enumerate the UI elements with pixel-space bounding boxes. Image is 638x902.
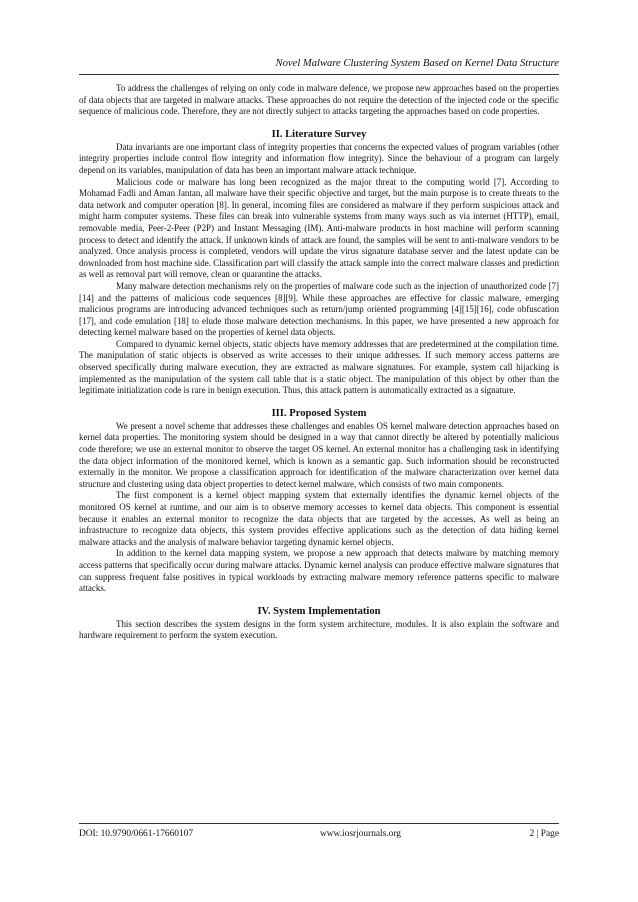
paragraph: Compared to dynamic kernel objects, static objects have memory addresses that are predetermined at the compilation time. The manipulation of static objects is observed as write accesses to their unique addresses. If such memory access patterns are observed specifically during malware execution, they are extracted as malware signatures. For example, system call hijacking is implemented as the manipulation of the system call table that is a static object. The manipulation of this object by other than the legitimate initialization code is rare in benign execution. Thus, this attack pattern is automatically extracted as a signature. [79,338,559,396]
paragraph: This section describes the system designs in the form system architecture, modules. It is also explain the software and hardware requirement to perform the system execution. [79,618,559,641]
footer-rule [79,823,559,824]
header-rule [79,74,559,75]
section-heading-proposed-system: III. Proposed System [271,407,367,419]
paragraph: Data invariants are one important class of integrity properties that concerns the expected values of program variables (other integrity properties include control flow integrity and information flow integrity). Since the behaviour of a program can largely depend on its variables, manipulation of data has been an important malware attack technique. [79,141,559,175]
section-heading-literature-survey: II. Literature Survey [271,128,367,140]
intro-paragraph: To address the challenges of relying on only code in malware defence, we propose new approaches based on the properties of data objects that are targeted in malware attacks. These approaches do not require the detection of the injected code or the specific sequence of malicious code. Therefore, they are not directly subject to attacks targeting the approaches based on code properties. [79,83,559,117]
paragraph: Malicious code or malware has long been recognized as the major threat to the computing world [7]. According to Mohamad Fadli and Aman Jantan, all malware have their specific objective and target, but the main purpose is to create threats to the data network and computer operation [8]. In general, incoming files are considered as malware if they perform suspicious attack and might harm computer systems. These files can break into vulnerable systems from many ways such as via internet (HTTP), email, removable media, Peer-2-Peer (P2P) and Instant Messaging (IM). Anti-malware products in host machine will perform scanning process to detect and identify the attack. If unknown kinds of attack are found, the samples will be sent to anti-malware vendors to be analyzed. Once analysis process is completed, vendors will update the virus signature database server and the latest update can be downloaded from host machine side. Classification part will classify the attack sample into the correct malware classes and prediction as well as removal part will remove, clean or quarantine the attacks. [79,176,559,280]
section-heading-system-implementation: IV. System Implementation [257,605,381,617]
body-text [79,83,559,642]
paragraph: In addition to the kernel data mapping system, we propose a new approach that detects malware by matching memory access patterns that specifically occur during malware attacks. Dynamic kernel analysis can produce effective malware signatures that can suppress frequent false positives in typical workloads by extracting malware memory reference patterns specific to malware attacks. [79,548,559,594]
paragraph: We present a novel scheme that addresses these challenges and enables OS kernel malware detection approaches based on kernel data properties. The monitoring system should be designed in a way that cannot directly be altered by potentially malicious code therefore; we use an external monitor to observe the target OS kernel. An external monitor has a challenging task in identifying the data object information of the monitored kernel, which is known as a semantic gap. Such information should be reconstructed externally in the monitor. We propose a classification approach for identification of the malware characterization over kernel data structure and clustering using data object properties to detect kernel malware, which consists of two main components. [79,420,559,489]
paragraph: Many malware detection mechanisms rely on the properties of malware code such as the injection of unauthorized code [7][14] and the patterns of malicious code sequences [8][9]. While these approaches are effective for classic malware, emerging malicious programs are introducing advanced techniques such as return/jump oriented programming [4][15][16], code obfuscation [17], and code emulation [18] to elude those malware detection mechanisms. In this paper, we have presented a new approach for detecting kernel malware based on the properties of kernel data objects. [79,280,559,338]
footer-website: www.iosrjournals.org [320,829,401,839]
paragraph: The first component is a kernel object mapping system that externally identifies the dynamic kernel objects of the monitored OS kernel at runtime, and our aim is to observe memory accesses to kernel data objects. This component is essential because it enables an external monitor to recognize the data objects that are targeted by the accesses. As well as being an infrastructure to recognize data objects, this system provides effective applications such as the detection of data hiding kernel malware attacks and the analysis of malware behavior targeting dynamic kernel objects. [79,490,559,547]
footer-page-number: 2 | Page [529,829,559,839]
running-head: Novel Malware Clustering System Based on Kernel Data Structure [275,58,559,69]
footer-doi: DOI: 10.9790/0661-17660107 [79,829,194,839]
